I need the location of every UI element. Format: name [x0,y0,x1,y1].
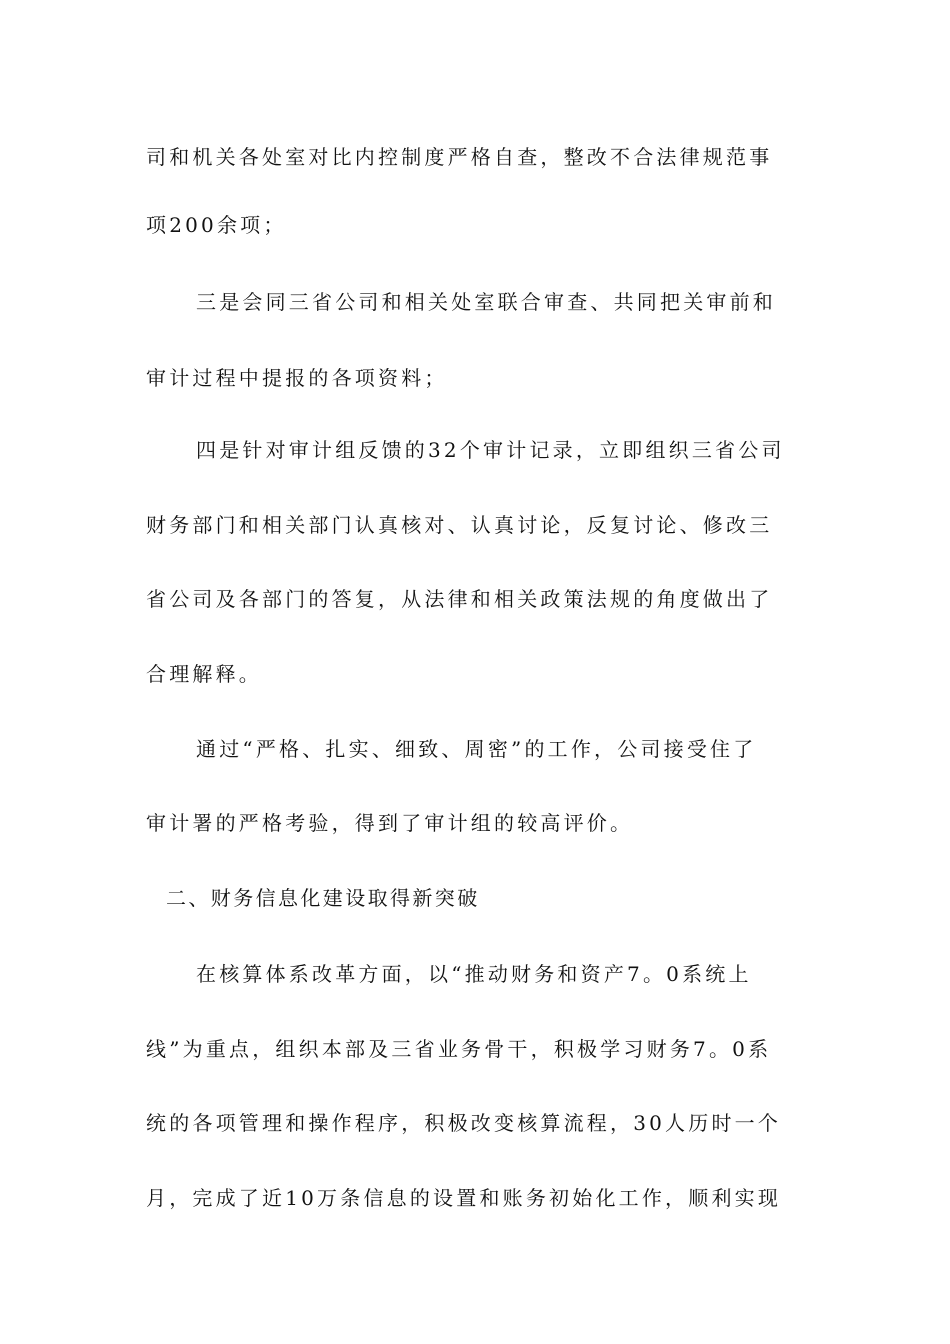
paragraph-line: 审计过程中提报的各项资料； [146,366,448,390]
paragraph-line: 月，完成了近10万条信息的设置和账务初始化工作，顺利实现 [146,1186,782,1210]
paragraph-line: 统的各项管理和操作程序，积极改变核算流程，30人历时一个 [146,1111,782,1135]
paragraph-line: 财务部门和相关部门认真核对、认真讨论，反复讨论、修改三 [146,513,773,537]
paragraph-line: 审计署的严格考验，得到了审计组的较高评价。 [146,811,634,835]
paragraph-line: 三是会同三省公司和相关处室联合审查、共同把关审前和 [196,290,776,314]
section-heading: 二、财务信息化建设取得新突破 [166,886,480,910]
paragraph-line: 在核算体系改革方面，以“推动财务和资产7。0系统上 [196,962,752,986]
paragraph-line: 合理解释。 [146,662,262,686]
paragraph-line: 司和机关各处室对比内控制度严格自查，整改不合法律规范事 [146,145,773,169]
paragraph-line: 线”为重点，组织本部及三省业务骨干，积极学习财务7。0系 [146,1037,772,1061]
paragraph-line: 四是针对审计组反馈的32个审计记录，立即组织三省公司 [196,438,785,462]
paragraph-line: 省公司及各部门的答复，从法律和相关政策法规的角度做出了 [146,587,773,611]
paragraph-line: 项200余项； [146,213,287,237]
paragraph-line: 通过“严格、扎实、细致、周密”的工作，公司接受住了 [196,737,757,761]
